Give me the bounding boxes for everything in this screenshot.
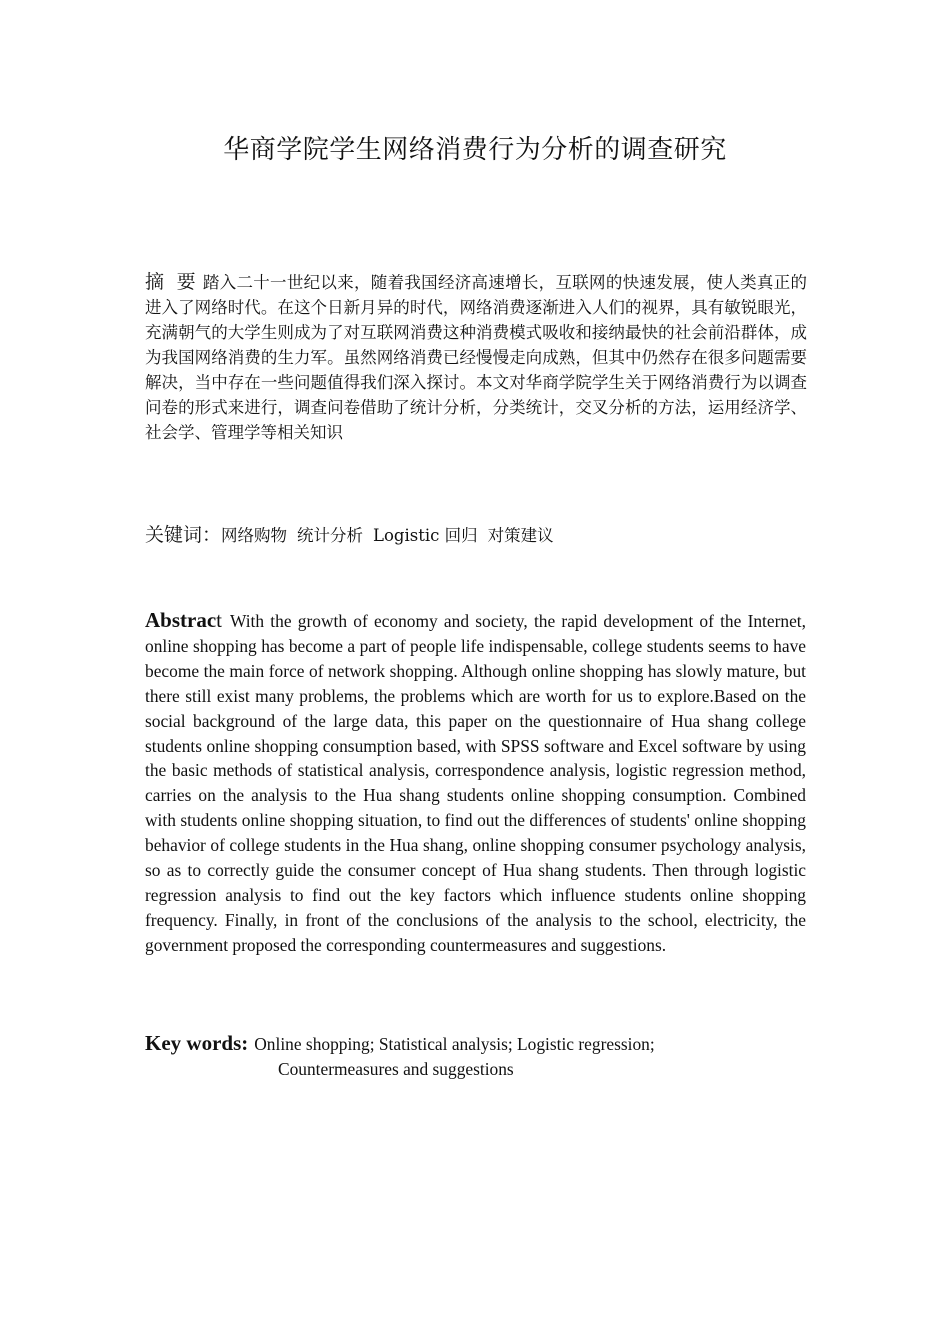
english-abstract-label-tail: t (216, 608, 222, 632)
english-keywords-label: Key words: (145, 1031, 249, 1055)
english-abstract-label-bold: Abstrac (145, 608, 217, 632)
english-abstract-text: With the growth of economy and society, the rapid development of the Internet, online shopping has become a part of people life indispensable, college students seems to have become the main force of network shopping. Although online shopping has slowly mature, but there still exist many problems, the problems which are worth for us to explore.Based on the social background of the large data, this paper on the questionnaire of Hua shang college students online shopping consumption based, with SPSS software and Excel software by using the basic methods of statistical analysis, correspondence analysis, logistic regression method, carries on the analysis to the Hua shang students online shopping consumption. Combined with students online shopping situation, to find out the differences of students' online shopping behavior of college students in the Hua shang, online shopping consumer psychology analysis, so as to correctly guide the consumer concept of Hua shang students. Then through logistic regression analysis to find out the key factors which influence students online shopping frequency. Finally, in front of the conclusions of the analysis to the school, electricity, the government proposed the corresponding countermeasures and suggestions. (145, 611, 806, 955)
english-keywords-line2: Countermeasures and suggestions (278, 1059, 514, 1079)
chinese-abstract-label: 摘 要 (145, 271, 199, 293)
english-abstract (145, 608, 806, 958)
english-abstract-label (145, 608, 222, 632)
chinese-keyword: 网络购物 (221, 526, 288, 545)
chinese-keyword: Logistic 回归 (373, 526, 478, 545)
chinese-abstract-text: 踏入二十一世纪以来，随着我国经济高速增长，互联网的快速发展，使人类真正的进入了网络时代。在这个日新月异的时代，网络消费逐渐进入人们的视界，具有敏锐眼光，充满朝气的大学生则成为了对互联网消费这种消费模式吸收和接纳最快的社会前沿群体，成为我国网络消费的生力军。虽然网络消费已经慢慢走向成熟，但其中仍然存在很多问题需要解决，当中存在一些问题值得我们深入探讨。本文对华商学院学生关于网络消费行为以调查问卷的形式来进行，调查问卷借助了统计分析，分类统计，交叉分析的方法，运用经济学、社会学、管理学等相关知识 (145, 273, 807, 442)
english-keywords-line1: Online shopping; Statistical analysis; Logistic regression; (254, 1034, 655, 1054)
chinese-keyword: 对策建议 (487, 526, 554, 545)
chinese-keyword: 统计分析 (297, 526, 364, 545)
chinese-keywords (145, 522, 807, 549)
chinese-keywords-label: 关键词： (145, 524, 222, 546)
paper-title: 华商学院学生网络消费行为分析的调查研究 (223, 135, 727, 165)
english-keywords (145, 1031, 806, 1082)
chinese-abstract (145, 270, 807, 445)
